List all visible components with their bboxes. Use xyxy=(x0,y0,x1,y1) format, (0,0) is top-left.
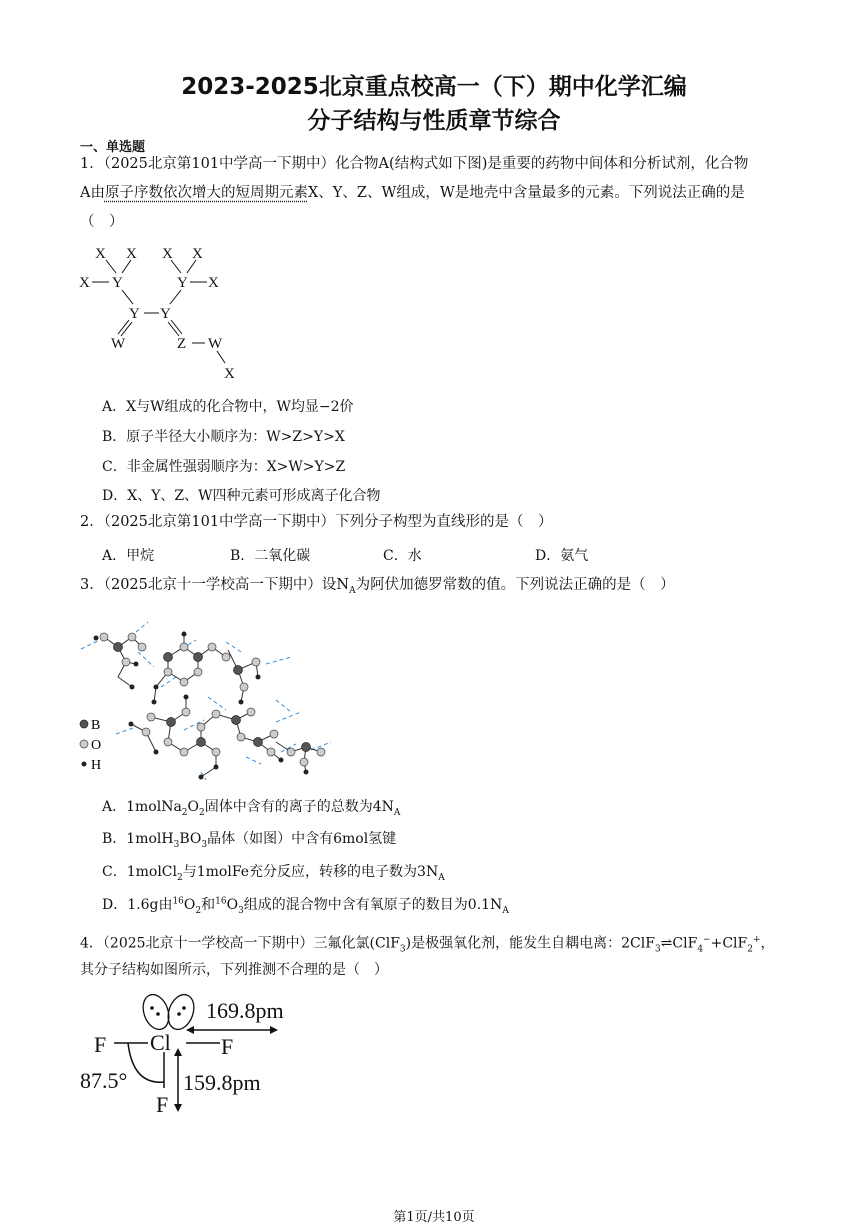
q2-option-d: D．氨气 xyxy=(535,548,589,564)
fluorine-right: F xyxy=(221,1034,234,1059)
q3-text-pre: （2025北京十一学校高一下期中）设 xyxy=(103,577,337,593)
q4-formula: (ClF xyxy=(369,935,400,952)
q1-text2-pre: A由 xyxy=(80,185,105,201)
q3-option-c xyxy=(102,861,445,883)
q1-option-d: D．X、Y、Z、W四种元素可形成离子化合物 xyxy=(102,488,381,504)
q3b-part: BO xyxy=(179,831,202,847)
q3d-sup: 16 xyxy=(172,896,184,907)
atom-w: W xyxy=(111,336,126,352)
atoms xyxy=(94,632,326,780)
q1-text1: 化合物A(结构式如下图)是重要的药物中间体和分析试剂，化合物 xyxy=(335,156,749,172)
atom-y: Y xyxy=(160,306,171,322)
q3a-part: O xyxy=(187,799,200,815)
q3b-sub: 3 xyxy=(201,839,208,850)
q3-crystal-diagram xyxy=(76,602,338,782)
q4-formula-end: ) xyxy=(405,935,412,952)
q3d-part: O xyxy=(226,897,239,913)
lone-pairs xyxy=(139,991,199,1033)
q3d-part: 组成的混合物中含有氧原子的数目为0.1N xyxy=(243,897,503,913)
atom-w: W xyxy=(208,336,223,352)
q4-eq-sub: 2 xyxy=(747,944,753,955)
q2-number: 2． xyxy=(80,514,104,530)
q3b-part: 晶体（如图）中含有6mol氢键 xyxy=(207,831,397,847)
q3d-part: O xyxy=(183,897,196,913)
q3c-sub: A xyxy=(438,872,445,883)
q3d-part: 和 xyxy=(201,897,216,913)
q4-eq-sub: 4 xyxy=(697,944,704,955)
q3-option-a xyxy=(102,796,400,818)
q3d-sub: A xyxy=(502,905,509,916)
page-subtitle: 分子结构与性质章节综合 xyxy=(307,108,561,134)
q4-clf3-diagram xyxy=(78,990,318,1120)
q3-number: 3． xyxy=(80,577,104,593)
legend-hydrogen: H xyxy=(91,758,102,773)
atom-z: Z xyxy=(177,336,187,352)
covalent-bonds xyxy=(104,634,321,777)
q2-option-c: C．水 xyxy=(383,548,422,564)
q3c-part: 与1molFe充分反应，转移的电子数为3N xyxy=(182,864,439,880)
q3a-part: 固体中含有的离子的总数为4N xyxy=(204,799,394,815)
legend-oxygen-marker xyxy=(80,740,88,748)
q1-option-b: B．原子半径大小顺序为：W>Z>Y>X xyxy=(102,429,345,445)
q4-eq-product: ClF xyxy=(672,935,698,952)
q3b-sub: 3 xyxy=(173,839,180,850)
q1-line1 xyxy=(80,151,748,177)
q3-na: N xyxy=(336,577,350,593)
atom-x: X xyxy=(208,275,219,291)
q4-formula-sub: 3 xyxy=(399,944,406,955)
page-footer: 第1页/共10页 xyxy=(393,1210,475,1225)
legend-boron-marker xyxy=(80,720,88,728)
q4-line2: 其分子结构如图所示，下列推测不合理的是（ ） xyxy=(80,962,388,978)
legend-oxygen: O xyxy=(91,738,102,753)
q1-option-a: A．X与W组成的化合物中，W均显−2价 xyxy=(102,399,354,415)
fluorine-left: F xyxy=(94,1032,107,1057)
q3a-sub: 2 xyxy=(181,807,188,818)
q1-line2 xyxy=(80,180,745,206)
q4-eq-sup: − xyxy=(703,935,711,945)
q1-source: （2025北京第101中学高一下期中） xyxy=(103,156,336,172)
legend-hydrogen-marker xyxy=(82,762,87,767)
q1-line3: （ ） xyxy=(80,214,124,230)
q3c-sub: 2 xyxy=(177,872,183,883)
legend xyxy=(80,718,101,773)
atom-x: X xyxy=(162,246,173,262)
q3a-sub: 2 xyxy=(199,807,205,818)
q1-text2-dotted: 原子序数依次增大的短周期元素 xyxy=(104,185,308,201)
section-heading: 一、单选题 xyxy=(80,140,146,155)
q3-option-d xyxy=(102,894,509,916)
atom-x: X xyxy=(192,246,203,262)
bond-length-label-2: 159.8pm xyxy=(183,1070,261,1095)
q2-option-a: A．甲烷 xyxy=(102,548,155,564)
equilibrium-arrow-icon: ⇌ xyxy=(660,935,673,952)
q3d-sub: 3 xyxy=(238,905,244,916)
atom-y: Y xyxy=(177,275,188,291)
fluorine-bottom: F xyxy=(156,1092,169,1117)
atom-x: X xyxy=(79,275,90,291)
q3-na-sub: A xyxy=(349,585,356,596)
q3-option-b xyxy=(102,828,396,850)
q3-stem xyxy=(80,572,675,604)
q2-stem xyxy=(80,509,553,535)
q3d-part: D．1.6g由 xyxy=(102,897,173,913)
q3a-part: A．1molNa xyxy=(102,799,182,815)
q4-eq-sup: + xyxy=(752,935,761,945)
q3b-part: B．1molH xyxy=(102,831,174,847)
q3a-sub: A xyxy=(393,807,401,818)
q2-option-b: B．二氧化碳 xyxy=(230,548,311,564)
atom-y: Y xyxy=(112,275,123,291)
atom-x: X xyxy=(95,246,106,262)
bond-length-label-1: 169.8pm xyxy=(206,998,284,1023)
q1-structure-diagram xyxy=(76,238,246,388)
q2-text: （2025北京第101中学高一下期中）下列分子构型为直线形的是（ ） xyxy=(103,514,553,530)
q4-eq-product: +ClF xyxy=(710,935,748,952)
q3d-sup: 16 xyxy=(215,896,227,907)
q1-number: 1． xyxy=(80,156,104,172)
q4-eq-sub: 3 xyxy=(654,944,661,955)
atom-x: X xyxy=(126,246,137,262)
q3d-sub: 2 xyxy=(195,905,202,916)
q4-text: 是极强氧化剂，能发生自耦电离：2ClF xyxy=(411,935,655,952)
q3c-part: C．1molCl xyxy=(102,864,177,880)
q4-text: 4．（2025北京十一学校高一下期中）三氟化氯 xyxy=(80,935,370,952)
legend-boron: B xyxy=(91,718,101,733)
q4-text: ， xyxy=(760,935,775,952)
atom-y: Y xyxy=(129,306,140,322)
atom-x: X xyxy=(224,366,235,382)
q3-text-post: 为阿伏加德罗常数的值。下列说法正确的是（ ） xyxy=(355,577,675,593)
bond-angle-label: 87.5° xyxy=(80,1068,128,1093)
page-title: 2023-2025北京重点校高一（下）期中化学汇编 xyxy=(181,74,687,100)
chlorine-center: Cl xyxy=(150,1030,171,1055)
q1-option-c: C．非金属性强弱顺序为：X>W>Y>Z xyxy=(102,459,346,475)
q1-text2-post: X、Y、Z、W组成，W是地壳中含量最多的元素。下列说法正确的是 xyxy=(307,185,745,201)
